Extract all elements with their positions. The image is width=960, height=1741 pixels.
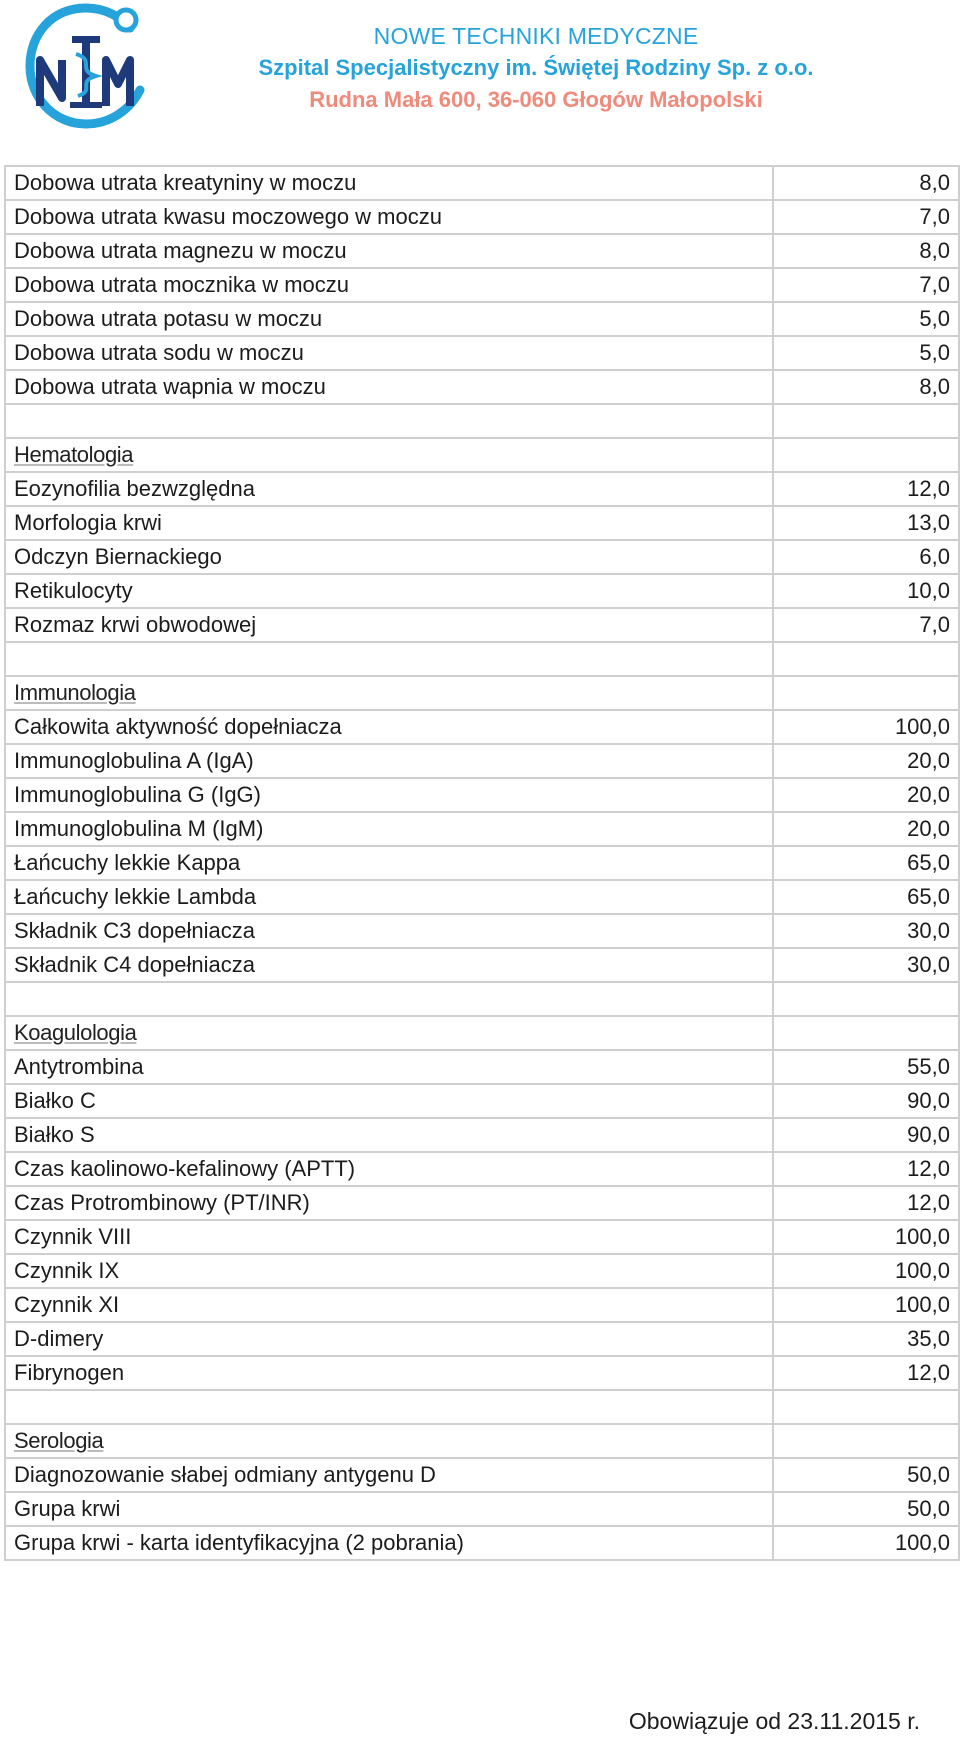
- test-price: 7,0: [773, 200, 959, 234]
- test-name: Dobowa utrata wapnia w moczu: [5, 370, 773, 404]
- table-row: [5, 880, 959, 914]
- test-price: 13,0: [773, 506, 959, 540]
- test-name: Składnik C4 dopełniacza: [5, 948, 773, 982]
- test-price: 8,0: [773, 370, 959, 404]
- test-price: 12,0: [773, 472, 959, 506]
- test-price: 65,0: [773, 880, 959, 914]
- empty-cell: [773, 1424, 959, 1458]
- table-row: [5, 336, 959, 370]
- section-header-row: [5, 676, 959, 710]
- test-price: 8,0: [773, 234, 959, 268]
- test-name: Czynnik IX: [5, 1254, 773, 1288]
- table-row: [5, 1356, 959, 1390]
- test-price: 30,0: [773, 914, 959, 948]
- test-name: Immunoglobulina M (IgM): [5, 812, 773, 846]
- test-price: 100,0: [773, 1288, 959, 1322]
- test-price: 65,0: [773, 846, 959, 880]
- table-row: [5, 234, 959, 268]
- empty-cell: [773, 642, 959, 676]
- test-name: Łańcuchy lekkie Lambda: [5, 880, 773, 914]
- price-list-body: [5, 166, 959, 1560]
- test-name: Dobowa utrata sodu w moczu: [5, 336, 773, 370]
- test-name: Dobowa utrata kreatyniny w moczu: [5, 166, 773, 200]
- table-row: [5, 1118, 959, 1152]
- hospital-address: Rudna Mała 600, 36-060 Głogów Małopolski: [309, 87, 763, 112]
- test-price: 12,0: [773, 1152, 959, 1186]
- test-price: 90,0: [773, 1118, 959, 1152]
- test-price: 10,0: [773, 574, 959, 608]
- test-name: Diagnozowanie słabej odmiany antygenu D: [5, 1458, 773, 1492]
- test-price: 20,0: [773, 744, 959, 778]
- hospital-name-line: NOWE TECHNIKI MEDYCZNE: [373, 23, 699, 49]
- test-price: 100,0: [773, 710, 959, 744]
- table-row: [5, 1322, 959, 1356]
- test-name: D-dimery: [5, 1322, 773, 1356]
- test-price: 8,0: [773, 166, 959, 200]
- table-row: [5, 778, 959, 812]
- test-price: 20,0: [773, 812, 959, 846]
- section-title: Koagulologia: [5, 1016, 773, 1050]
- table-row: [5, 744, 959, 778]
- table-row: [5, 540, 959, 574]
- test-name: Immunoglobulina A (IgA): [5, 744, 773, 778]
- test-price: 55,0: [773, 1050, 959, 1084]
- test-price: 30,0: [773, 948, 959, 982]
- table-row: [5, 200, 959, 234]
- test-name: Białko S: [5, 1118, 773, 1152]
- test-name: Immunoglobulina G (IgG): [5, 778, 773, 812]
- section-title: Immunologia: [5, 676, 773, 710]
- table-row: [5, 1084, 959, 1118]
- test-name: Morfologia krwi: [5, 506, 773, 540]
- table-row: [5, 1050, 959, 1084]
- table-row: [5, 1254, 959, 1288]
- table-row: [5, 472, 959, 506]
- blank-row: [5, 982, 959, 1016]
- table-row: [5, 1492, 959, 1526]
- test-name: Rozmaz krwi obwodowej: [5, 608, 773, 642]
- test-name: Antytrombina: [5, 1050, 773, 1084]
- test-price: 20,0: [773, 778, 959, 812]
- table-row: [5, 812, 959, 846]
- test-name: Czas kaolinowo-kefalinowy (APTT): [5, 1152, 773, 1186]
- empty-cell: [5, 1390, 773, 1424]
- test-name: Grupa krwi - karta identyfikacyjna (2 pobrania): [5, 1526, 773, 1560]
- empty-cell: [773, 404, 959, 438]
- empty-cell: [773, 676, 959, 710]
- test-name: Czynnik VIII: [5, 1220, 773, 1254]
- page-header: [0, 0, 960, 150]
- table-row: [5, 1220, 959, 1254]
- test-name: Całkowita aktywność dopełniacza: [5, 710, 773, 744]
- test-name: Dobowa utrata kwasu moczowego w moczu: [5, 200, 773, 234]
- test-name: Białko C: [5, 1084, 773, 1118]
- test-name: Eozynofilia bezwzględna: [5, 472, 773, 506]
- section-header-row: [5, 438, 959, 472]
- effective-date-note: Obowiązuje od 23.11.2015 r.: [628, 1708, 920, 1734]
- table-row: [5, 302, 959, 336]
- empty-cell: [773, 438, 959, 472]
- test-price: 12,0: [773, 1356, 959, 1390]
- blank-row: [5, 642, 959, 676]
- table-row: [5, 1152, 959, 1186]
- blank-row: [5, 1390, 959, 1424]
- table-row: [5, 370, 959, 404]
- price-list-table: [4, 165, 960, 1561]
- empty-cell: [5, 642, 773, 676]
- test-price: 90,0: [773, 1084, 959, 1118]
- table-row: [5, 166, 959, 200]
- empty-cell: [5, 982, 773, 1016]
- test-price: 50,0: [773, 1492, 959, 1526]
- test-name: Dobowa utrata potasu w moczu: [5, 302, 773, 336]
- test-name: Czas Protrombinowy (PT/INR): [5, 1186, 773, 1220]
- test-name: Odczyn Biernackiego: [5, 540, 773, 574]
- table-row: [5, 268, 959, 302]
- test-name: Łańcuchy lekkie Kappa: [5, 846, 773, 880]
- test-price: 100,0: [773, 1220, 959, 1254]
- test-price: 100,0: [773, 1526, 959, 1560]
- table-row: [5, 948, 959, 982]
- table-row: [5, 506, 959, 540]
- section-title: Serologia: [5, 1424, 773, 1458]
- blank-row: [5, 404, 959, 438]
- test-name: Dobowa utrata mocznika w moczu: [5, 268, 773, 302]
- ntm-logo: [22, 2, 150, 130]
- test-price: 7,0: [773, 608, 959, 642]
- test-price: 7,0: [773, 268, 959, 302]
- table-row: [5, 914, 959, 948]
- table-row: [5, 1458, 959, 1492]
- test-price: 6,0: [773, 540, 959, 574]
- test-price: 35,0: [773, 1322, 959, 1356]
- empty-cell: [5, 404, 773, 438]
- section-title: Hematologia: [5, 438, 773, 472]
- test-price: 50,0: [773, 1458, 959, 1492]
- table-row: [5, 608, 959, 642]
- test-price: 12,0: [773, 1186, 959, 1220]
- empty-cell: [773, 982, 959, 1016]
- hospital-header-text: [236, 20, 836, 116]
- table-row: [5, 1186, 959, 1220]
- test-name: Dobowa utrata magnezu w moczu: [5, 234, 773, 268]
- section-header-row: [5, 1016, 959, 1050]
- table-row: [5, 1526, 959, 1560]
- table-row: [5, 1288, 959, 1322]
- hospital-full-name: Szpital Specjalistyczny im. Świętej Rodziny Sp. z o.o.: [258, 55, 814, 80]
- test-price: 100,0: [773, 1254, 959, 1288]
- empty-cell: [773, 1390, 959, 1424]
- test-name: Retikulocyty: [5, 574, 773, 608]
- test-name: Grupa krwi: [5, 1492, 773, 1526]
- table-row: [5, 710, 959, 744]
- table-row: [5, 574, 959, 608]
- test-price: 5,0: [773, 336, 959, 370]
- test-name: Składnik C3 dopełniacza: [5, 914, 773, 948]
- empty-cell: [773, 1016, 959, 1050]
- test-name: Fibrynogen: [5, 1356, 773, 1390]
- test-name: Czynnik XI: [5, 1288, 773, 1322]
- section-header-row: [5, 1424, 959, 1458]
- test-price: 5,0: [773, 302, 959, 336]
- table-row: [5, 846, 959, 880]
